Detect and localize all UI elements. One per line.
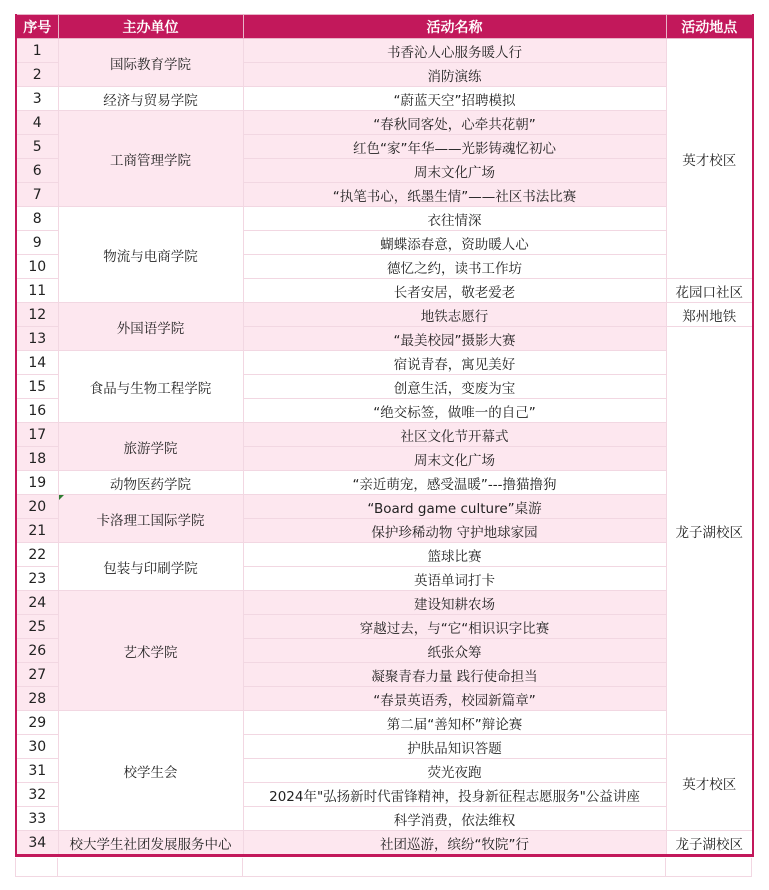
row-number[interactable]: 11 xyxy=(16,279,58,303)
activity-cell[interactable]: “亲近萌宠，感受温暖”---撸猫撸狗 xyxy=(243,471,666,495)
row-number[interactable]: 17 xyxy=(16,423,58,447)
table-row xyxy=(16,471,753,495)
row-number[interactable]: 14 xyxy=(16,351,58,375)
organizer-cell[interactable]: 物流与电商学院 xyxy=(58,207,243,303)
table-row xyxy=(16,87,753,111)
activity-cell[interactable]: 长者安居，敬老爱老 xyxy=(243,279,666,303)
row-number[interactable]: 9 xyxy=(16,231,58,255)
row-number[interactable]: 33 xyxy=(16,807,58,831)
activity-cell[interactable]: 英语单词打卡 xyxy=(243,567,666,591)
row-number[interactable]: 4 xyxy=(16,111,58,135)
activity-table xyxy=(15,14,754,857)
row-number[interactable]: 21 xyxy=(16,519,58,543)
row-number[interactable]: 2 xyxy=(16,63,58,87)
table-row xyxy=(16,543,753,567)
activity-cell[interactable]: 德忆之约，读书工作坊 xyxy=(243,255,666,279)
activity-cell[interactable]: 第二届“善知杯”辩论赛 xyxy=(243,711,666,735)
organizer-cell[interactable]: 外国语学院 xyxy=(58,303,243,351)
activity-cell[interactable]: 蝴蝶添春意，资助暖人心 xyxy=(243,231,666,255)
activity-cell[interactable]: “绝交标签，做唯一的自己” xyxy=(243,399,666,423)
row-number[interactable]: 20 xyxy=(16,495,58,519)
organizer-cell[interactable]: 旅游学院 xyxy=(58,423,243,471)
row-number[interactable]: 18 xyxy=(16,447,58,471)
organizer-cell[interactable]: 卡洛理工国际学院 xyxy=(58,495,243,543)
organizer-cell[interactable]: 艺术学院 xyxy=(58,591,243,711)
row-number[interactable]: 3 xyxy=(16,87,58,111)
row-number[interactable]: 1 xyxy=(16,39,58,63)
empty-row xyxy=(15,858,752,877)
activity-cell[interactable]: “蔚蓝天空”招聘模拟 xyxy=(243,87,666,111)
row-number[interactable]: 28 xyxy=(16,687,58,711)
table-row xyxy=(16,423,753,447)
table-row xyxy=(16,303,753,327)
row-number[interactable]: 30 xyxy=(16,735,58,759)
activity-cell[interactable]: 创意生活，变废为宝 xyxy=(243,375,666,399)
table-row xyxy=(16,495,753,519)
header-location[interactable]: 活动地点 xyxy=(666,15,753,39)
activity-cell[interactable]: 保护珍稀动物 守护地球家园 xyxy=(243,519,666,543)
activity-cell[interactable]: “春秋同客处，心牵共花朝” xyxy=(243,111,666,135)
activity-cell[interactable]: “春景英语秀，校园新篇章” xyxy=(243,687,666,711)
location-cell[interactable]: 英才校区 xyxy=(666,39,753,279)
location-cell[interactable]: 龙子湖校区 xyxy=(666,831,753,856)
row-number[interactable]: 13 xyxy=(16,327,58,351)
activity-cell[interactable]: 消防演练 xyxy=(243,63,666,87)
organizer-cell[interactable]: 国际教育学院 xyxy=(58,39,243,87)
location-cell[interactable]: 英才校区 xyxy=(666,735,753,831)
organizer-cell[interactable]: 经济与贸易学院 xyxy=(58,87,243,111)
table-row xyxy=(16,351,753,375)
table-row xyxy=(16,111,753,135)
organizer-cell[interactable]: 动物医药学院 xyxy=(58,471,243,495)
row-number[interactable]: 22 xyxy=(16,543,58,567)
activity-cell[interactable]: 红色“家”年华——光影铸魂忆初心 xyxy=(243,135,666,159)
activity-cell[interactable]: 纸张众筹 xyxy=(243,639,666,663)
row-number[interactable]: 34 xyxy=(16,831,58,856)
organizer-cell[interactable]: 食品与生物工程学院 xyxy=(58,351,243,423)
activity-cell[interactable]: 篮球比赛 xyxy=(243,543,666,567)
location-cell[interactable]: 龙子湖校区 xyxy=(666,327,753,735)
header-organizer[interactable]: 主办单位 xyxy=(58,15,243,39)
organizer-cell[interactable]: 工商管理学院 xyxy=(58,111,243,207)
activity-cell[interactable]: 穿越过去，与“它“相识识字比赛 xyxy=(243,615,666,639)
header-row xyxy=(16,15,753,39)
activity-cell[interactable]: 2024年"弘扬新时代雷锋精神，投身新征程志愿服务"公益讲座 xyxy=(243,783,666,807)
activity-cell[interactable]: 地铁志愿行 xyxy=(243,303,666,327)
activity-cell[interactable]: “执笔书心，纸墨生情”——社区书法比赛 xyxy=(243,183,666,207)
row-number[interactable]: 6 xyxy=(16,159,58,183)
activity-cell[interactable]: 科学消费，依法维权 xyxy=(243,807,666,831)
activity-cell[interactable]: 周末文化广场 xyxy=(243,159,666,183)
activity-cell[interactable]: “Board game culture”桌游 xyxy=(243,495,666,519)
row-number[interactable]: 27 xyxy=(16,663,58,687)
table-row xyxy=(16,207,753,231)
row-number[interactable]: 25 xyxy=(16,615,58,639)
row-number[interactable]: 10 xyxy=(16,255,58,279)
header-activity[interactable]: 活动名称 xyxy=(243,15,666,39)
row-number[interactable]: 12 xyxy=(16,303,58,327)
activity-cell[interactable]: 周末文化广场 xyxy=(243,447,666,471)
activity-cell[interactable]: 衣往情深 xyxy=(243,207,666,231)
activity-cell[interactable]: 宿说青春，寓见美好 xyxy=(243,351,666,375)
activity-cell[interactable]: “最美校园”摄影大赛 xyxy=(243,327,666,351)
table-row xyxy=(16,39,753,63)
activity-cell[interactable]: 荧光夜跑 xyxy=(243,759,666,783)
activity-cell[interactable]: 书香沁人心服务暖人行 xyxy=(243,39,666,63)
header-no[interactable]: 序号 xyxy=(16,15,58,39)
organizer-cell[interactable]: 包装与印刷学院 xyxy=(58,543,243,591)
table-row xyxy=(16,711,753,735)
row-number[interactable]: 24 xyxy=(16,591,58,615)
row-number[interactable]: 26 xyxy=(16,639,58,663)
organizer-cell[interactable]: 校学生会 xyxy=(58,711,243,831)
row-number[interactable]: 23 xyxy=(16,567,58,591)
row-number[interactable]: 15 xyxy=(16,375,58,399)
row-number[interactable]: 29 xyxy=(16,711,58,735)
row-number[interactable]: 32 xyxy=(16,783,58,807)
activity-cell[interactable]: 社区文化节开幕式 xyxy=(243,423,666,447)
activity-cell[interactable]: 凝聚青春力量 践行使命担当 xyxy=(243,663,666,687)
location-cell[interactable]: 郑州地铁 xyxy=(666,303,753,327)
comment-indicator-icon xyxy=(59,495,64,500)
location-cell[interactable]: 花园口社区 xyxy=(666,279,753,303)
activity-cell[interactable]: 护肤品知识答题 xyxy=(243,735,666,759)
organizer-cell[interactable]: 校大学生社团发展服务中心 xyxy=(58,831,243,856)
row-number[interactable]: 19 xyxy=(16,471,58,495)
activity-cell[interactable]: 建设知耕农场 xyxy=(243,591,666,615)
row-number[interactable]: 5 xyxy=(16,135,58,159)
activity-cell[interactable]: 社团巡游，缤纷“牧院”行 xyxy=(243,831,666,856)
row-number[interactable]: 7 xyxy=(16,183,58,207)
table-row xyxy=(16,591,753,615)
row-number[interactable]: 8 xyxy=(16,207,58,231)
row-number[interactable]: 31 xyxy=(16,759,58,783)
table-row xyxy=(16,831,753,856)
row-number[interactable]: 16 xyxy=(16,399,58,423)
